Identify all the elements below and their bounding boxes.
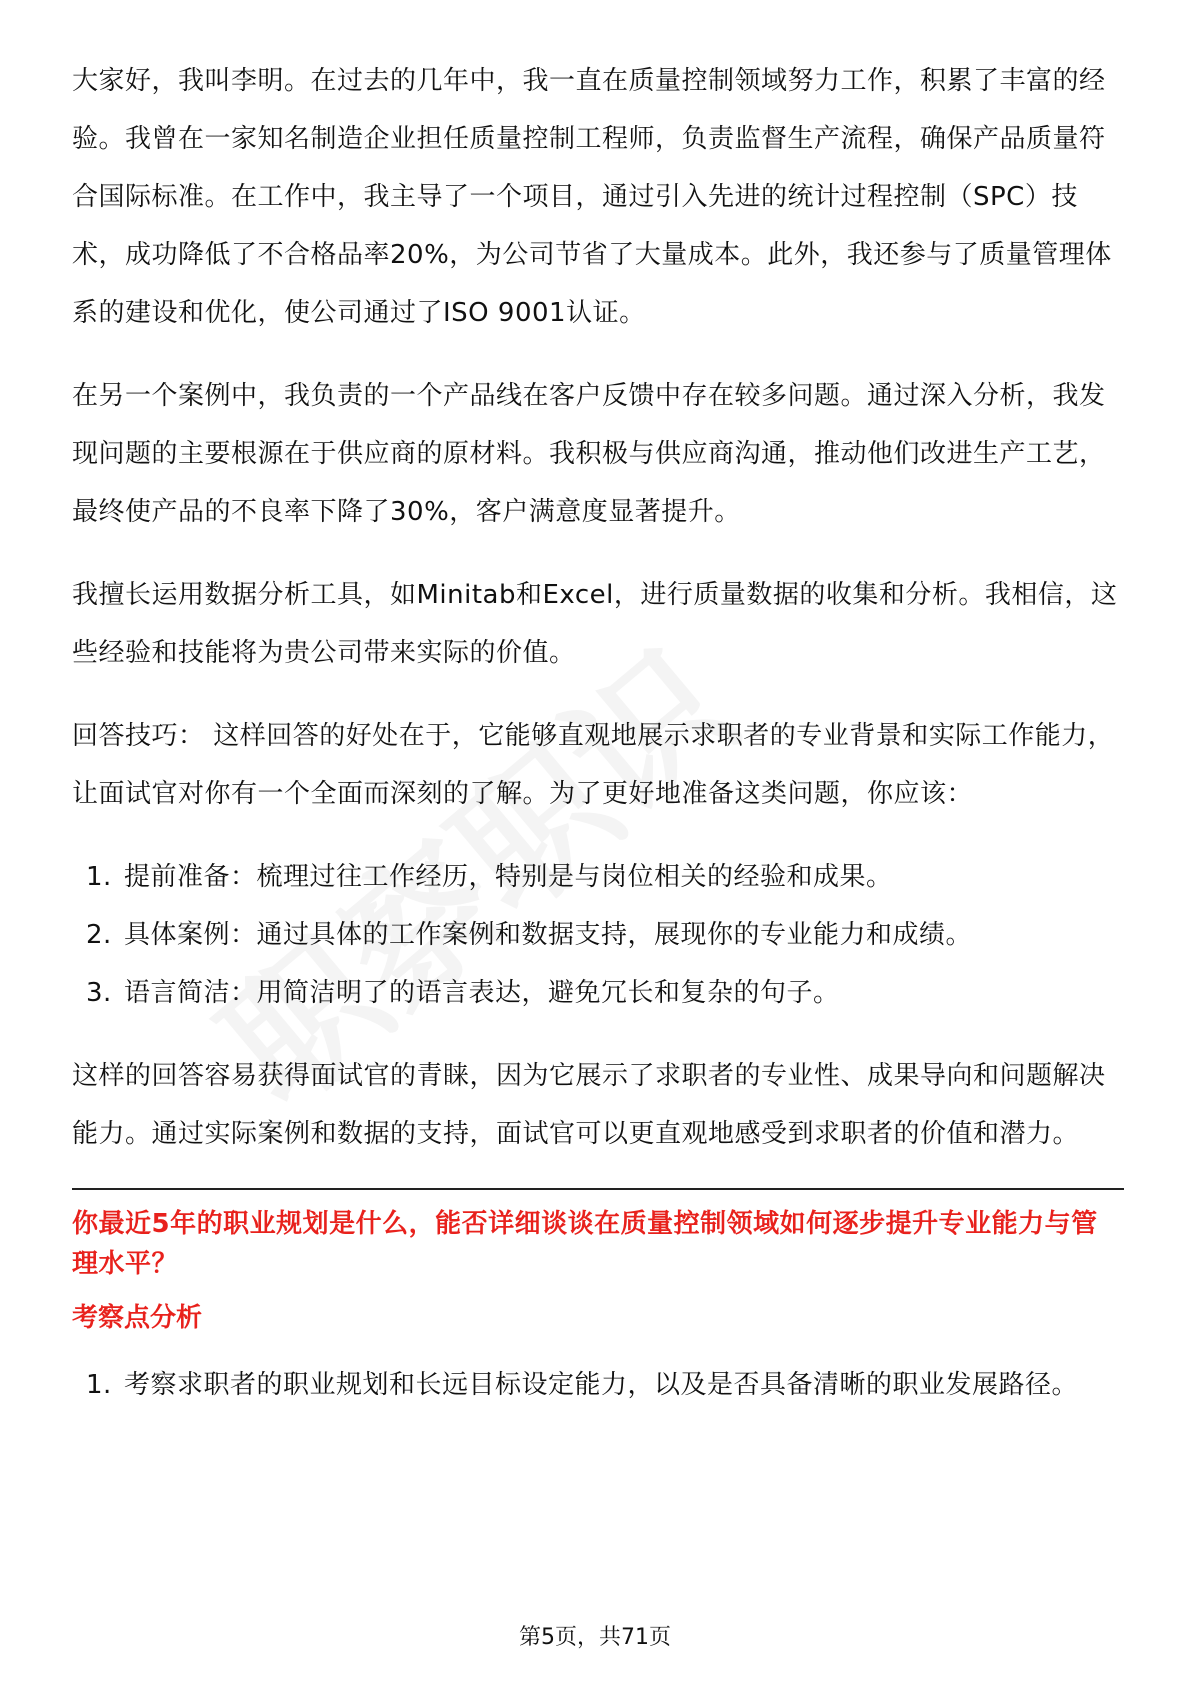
analysis-heading: 考察点分析 [72, 1303, 203, 1333]
paragraph-case: 在另一个案例中，我负责的一个产品线在客户反馈中存在较多问题。通过深入分析，我发现问题的主要根源在于供应商的原材料。我积极与供应商沟通，推动他们改进生产工艺，最终使产品的不良率下降了30%，客户满意度显著提升。 [72, 381, 1106, 527]
list-item [72, 906, 1124, 964]
paragraph-skills: 我擅长运用数据分析工具，如Minitab和Excel，进行质量数据的收集和分析。我相信，这些经验和技能将为贵公司带来实际的价值。 [72, 580, 1118, 668]
list-text: 语言简洁：用简洁明了的语言表达，避免冗长和复杂的句子。 [124, 978, 840, 1008]
analysis-list [72, 1356, 1124, 1414]
list-text: 提前准备：梳理过往工作经历，特别是与岗位相关的经验和成果。 [124, 862, 893, 892]
list-item [72, 1356, 1124, 1414]
tips-list [72, 848, 1124, 1022]
list-item [72, 964, 1124, 1022]
page-footer: 第5页，共71页 [519, 1625, 671, 1650]
list-number: 1. [86, 862, 112, 892]
paragraph-tips-intro: 回答技巧： 这样回答的好处在于，它能够直观地展示求职者的专业背景和实际工作能力，让面试官对你有一个全面而深刻的了解。为了更好地准备这类问题，你应该： [72, 721, 1115, 809]
list-text: 考察求职者的职业规划和长远目标设定能力，以及是否具备清晰的职业发展路径。 [124, 1370, 1079, 1400]
interview-question: 你最近5年的职业规划是什么，能否详细谈谈在质量控制领域如何逐步提升专业能力与管理水平？ [72, 1209, 1098, 1279]
list-text: 具体案例：通过具体的工作案例和数据支持，展现你的专业能力和成绩。 [124, 920, 973, 950]
list-number: 1. [86, 1370, 112, 1400]
section-divider [72, 1188, 1124, 1190]
list-item [72, 848, 1124, 906]
paragraph-conclusion: 这样的回答容易获得面试官的青睐，因为它展示了求职者的专业性、成果导向和问题解决能力。通过实际案例和数据的支持，面试官可以更直观地感受到求职者的价值和潜力。 [72, 1061, 1106, 1149]
list-number: 2. [86, 920, 112, 950]
paragraph-intro: 大家好，我叫李明。在过去的几年中，我一直在质量控制领域努力工作，积累了丰富的经验。我曾在一家知名制造企业担任质量控制工程师，负责监督生产流程，确保产品质量符合国际标准。在工作中，我主导了一个项目，通过引入先进的统计过程控制（SPC）技术，成功降低了不合格品率20%，为公司节省了大量成本。此外，我还参与了质量管理体系的建设和优化，使公司通过了ISO 9001认证。 [72, 66, 1112, 328]
document-body [72, 52, 1124, 1439]
list-number: 3. [86, 978, 112, 1008]
